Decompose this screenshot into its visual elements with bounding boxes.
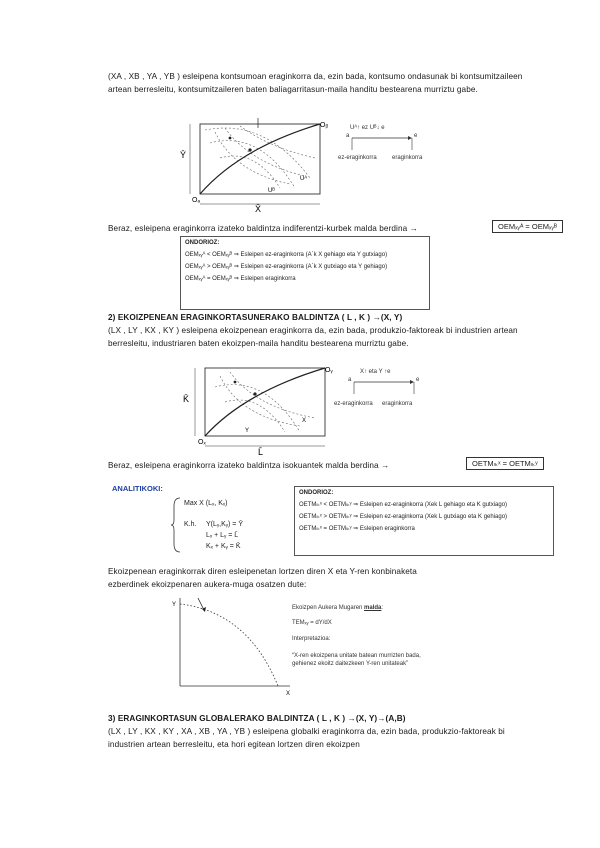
ondorioz-line: OEMₓᵧᴬ > OEMₓᵧᴮ ⇒ Esleipen ez-eraginkorra (A´k X gutxiago eta Y gehiago)	[185, 264, 388, 270]
section1-intro: (XA , XB , YA , YB ) esleipena kontsumoan eraginkorra da, ezin bada, kontsumo ondasunak bi kontsumitzaileen artean berresleitu, kontsumitzaileren baten baliagarritasun-maila handitu bestearena murriztu gabe.	[108, 72, 523, 95]
frontier-t4: “X-ren ekoizpena unitate batean murrizten bada, gehienez ekoitz daitezkeen Y-ren unitateak”	[292, 653, 421, 667]
ondorioz-line: OEMₓᵧᴬ = OEMₓᵧᴮ ⇒ Esleipen eraginkorra	[185, 276, 296, 282]
analitikoki-label: ANALITIKOKI:	[112, 484, 163, 493]
legend1-a: a	[346, 133, 350, 139]
section2-frontier-intro: Ekoizpenean eraginkorrak diren esleipenetan lortzen diren X eta Y-ren konbinaketa ezberdinek ekoizpenaren aukera-muga osatzen dute:	[108, 567, 417, 590]
section2-formula: OETMₗₖˣ = OETMₗₖʸ	[466, 457, 544, 470]
legend1-e: e	[414, 133, 418, 139]
ox-label: Oₓ	[198, 439, 206, 446]
ondorioz-title: ONDORIOZ:	[185, 240, 220, 246]
system-brace	[170, 496, 182, 554]
frontier-t1-bold: malda	[364, 605, 382, 611]
ondorioz-line: OETMₗₖˣ < OETMₗₖʸ ⇒ Esleipen ez-eraginkorra (Xek L gehiago eta K gutxiago)	[299, 502, 508, 508]
section2-heading: 2) EKOIZPENEAN ERAGINKORTASUNERAKO BALDINTZA ( L , K ) →(X, Y)	[108, 313, 403, 322]
isoquant-x2	[230, 372, 315, 418]
point-e	[248, 148, 251, 151]
isoquant-x1	[220, 376, 300, 426]
kbar-label: K̄	[183, 394, 190, 404]
ondorioz-title: ONDORIOZ:	[299, 490, 334, 496]
contract-curve	[200, 124, 320, 194]
section1-ondorioz-box	[180, 236, 430, 310]
oy-label: Oᵧ	[325, 367, 333, 374]
ybar-label: Ȳ	[180, 150, 187, 160]
section3-heading: 3) ERAGINKORTASUN GLOBALERAKO BALDINTZA ( L , K ) →(X, Y)→(A,B)	[108, 714, 406, 723]
frontier-t3: Interpretazioa:	[292, 636, 331, 642]
legend1-ez: ez-eraginkorra	[338, 155, 377, 161]
ob-label: Oᵦ	[320, 122, 329, 129]
legend2-e: e	[416, 377, 420, 383]
section3-intro: (LX , LY , KX , KY , XA , XB , YA , YB ) esleipena globalki eraginkorra da, ezin bada, produkzio-faktoreak bi industrien artean berresleitu, eta hori egitean lortzen diren ekoizpen	[108, 727, 505, 750]
legend1-eragin: eraginkorra	[392, 155, 423, 161]
production-frontier-chart	[168, 594, 298, 698]
frontier-ylabel: Y	[172, 602, 177, 608]
edgeworth-box-frame	[205, 368, 325, 436]
point-a	[229, 137, 232, 140]
frontier-xlabel: X	[286, 691, 291, 697]
point-e	[253, 392, 256, 395]
indifference-curve-a1	[215, 132, 290, 184]
x-label: X	[302, 418, 307, 424]
section2-ondorioz-box	[294, 486, 554, 556]
legend2-arrows	[344, 376, 424, 400]
section1-formula: OEMₓᵧᴬ = OEMₓᵧᴮ	[492, 220, 563, 233]
section1-conclusion: Beraz, esleipena eraginkorra izateko baldintza indiferentzi-kurbek malda berdina →	[108, 224, 418, 233]
oa-label: Oₐ	[192, 197, 201, 204]
system-kh: K.h.	[184, 521, 197, 528]
frontier-t1: Ekoizpen Aukera Mugaren malda:	[292, 605, 384, 611]
section2-intro: (LX , LY , KX , KY ) esleipena ekoizpenean eraginkorra da, ezin bada, produkzio-faktoreak bi industrien artean berresleitu, industriaren baten ekoizpen-maila handitu bestearena murriztu gabe.	[108, 326, 518, 349]
edgeworth-box-frame	[200, 124, 320, 194]
xbar-label: X̄	[255, 204, 262, 213]
section2-conclusion: Beraz, esleipena eraginkorra izateko baldintza isokuantek malda berdina →	[108, 461, 390, 470]
lbar-label: L̄	[258, 447, 264, 457]
indifference-curve-b1	[220, 156, 280, 188]
edgeworth-box-production	[180, 362, 340, 457]
frontier-t2: TEMₓᵧ = dY/dX	[292, 620, 332, 626]
frontier-t1-text: Ekoizpen Aukera Mugaren	[292, 605, 365, 611]
legend2-a: a	[348, 377, 352, 383]
isoquant-y2	[215, 385, 300, 432]
ondorioz-line: OETMₗₖˣ = OETMₗₖʸ ⇒ Esleipen eraginkorra	[299, 526, 415, 532]
ondorioz-line: OETMₗₖˣ > OETMₗₖʸ ⇒ Esleipen ez-eraginkorra (Xek L gutxiago eta K gehiago)	[299, 514, 508, 520]
ondorioz-line: OEMₓᵧᴬ < OEMₓᵧᴮ ⇒ Esleipen ez-eraginkorra (A´k X gehiago eta Y gutxiago)	[185, 252, 388, 258]
production-contract-curve	[205, 368, 325, 436]
y-label: Y	[245, 428, 250, 434]
system-max: Max X (Lₓ, Kₓ)	[184, 500, 228, 507]
ub-label: Uᴮ	[268, 188, 275, 194]
system-c3: Kₓ + Kᵧ = K̄	[206, 543, 241, 550]
legend2-eragin: eraginkorra	[382, 401, 413, 407]
point-a	[234, 381, 237, 384]
edgeworth-box-consumption	[170, 118, 340, 213]
indifference-curve-b3	[205, 128, 310, 178]
ua-label: Uᴬ	[300, 176, 308, 182]
system-c1: Y(Lᵧ,Kᵧ) = Ȳ	[206, 521, 243, 528]
system-c2: Lₓ + Lᵧ = L̄	[206, 532, 239, 539]
indifference-curve-b2	[210, 141, 295, 188]
frontier-curve	[180, 604, 278, 686]
legend1-arrows	[342, 132, 422, 156]
legend1-top: Uᴬ↑ ez Uᴮ↓ e	[350, 125, 385, 131]
legend2-ez: ez-eraginkorra	[334, 401, 373, 407]
isoquant-y1	[225, 400, 285, 432]
indifference-curve-a2	[225, 128, 305, 176]
legend2-top: X↑ eta Y ↑e	[360, 369, 391, 375]
